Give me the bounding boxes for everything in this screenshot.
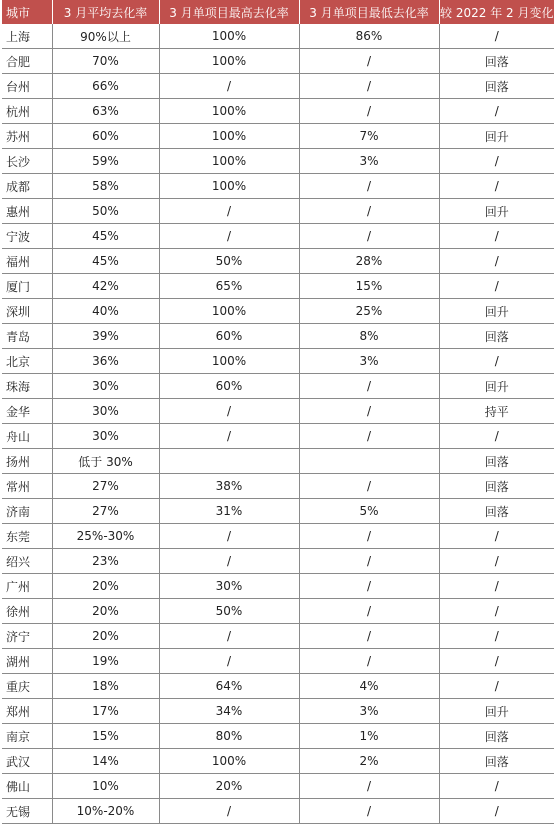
- min-rate-cell: /: [299, 474, 439, 499]
- avg-rate-cell: 17%: [52, 699, 159, 724]
- table-row: [2, 449, 554, 474]
- table-row: [2, 299, 554, 324]
- max-rate-cell: 60%: [159, 324, 299, 349]
- avg-rate-cell: 59%: [52, 149, 159, 174]
- city-cell: 上海: [2, 24, 52, 49]
- avg-rate-cell: 18%: [52, 674, 159, 699]
- max-rate-cell: 100%: [159, 124, 299, 149]
- min-rate-cell: 4%: [299, 674, 439, 699]
- avg-rate-cell: 30%: [52, 424, 159, 449]
- max-rate-cell: 30%: [159, 574, 299, 599]
- change-cell: 回落: [439, 474, 554, 499]
- max-rate-cell: 34%: [159, 699, 299, 724]
- change-cell: /: [439, 224, 554, 249]
- avg-rate-cell: 63%: [52, 99, 159, 124]
- table-row: [2, 574, 554, 599]
- city-cell: 青岛: [2, 324, 52, 349]
- change-cell: /: [439, 799, 554, 824]
- min-rate-cell: 1%: [299, 724, 439, 749]
- header-avg-rate: 3 月平均去化率: [52, 0, 159, 24]
- city-cell: 杭州: [2, 99, 52, 124]
- avg-rate-cell: 23%: [52, 549, 159, 574]
- city-cell: 绍兴: [2, 549, 52, 574]
- city-cell: 济南: [2, 499, 52, 524]
- table-row: [2, 524, 554, 549]
- avg-rate-cell: 10%-20%: [52, 799, 159, 824]
- avg-rate-cell: 50%: [52, 199, 159, 224]
- table-row: [2, 499, 554, 524]
- change-cell: /: [439, 424, 554, 449]
- change-cell: /: [439, 99, 554, 124]
- change-cell: /: [439, 349, 554, 374]
- change-cell: 回升: [439, 374, 554, 399]
- min-rate-cell: 3%: [299, 699, 439, 724]
- min-rate-cell: /: [299, 174, 439, 199]
- change-cell: /: [439, 174, 554, 199]
- min-rate-cell: /: [299, 224, 439, 249]
- max-rate-cell: /: [159, 649, 299, 674]
- min-rate-cell: 86%: [299, 24, 439, 49]
- table-row: [2, 549, 554, 574]
- city-cell: 深圳: [2, 299, 52, 324]
- change-cell: /: [439, 649, 554, 674]
- max-rate-cell: /: [159, 549, 299, 574]
- change-cell: /: [439, 624, 554, 649]
- max-rate-cell: 31%: [159, 499, 299, 524]
- city-cell: 湖州: [2, 649, 52, 674]
- max-rate-cell: 100%: [159, 149, 299, 174]
- table-row: [2, 624, 554, 649]
- avg-rate-cell: 42%: [52, 274, 159, 299]
- max-rate-cell: 100%: [159, 24, 299, 49]
- max-rate-cell: 38%: [159, 474, 299, 499]
- table-row: [2, 99, 554, 124]
- city-cell: 福州: [2, 249, 52, 274]
- min-rate-cell: /: [299, 74, 439, 99]
- city-cell: 扬州: [2, 449, 52, 474]
- city-cell: 济宁: [2, 624, 52, 649]
- min-rate-cell: /: [299, 774, 439, 799]
- min-rate-cell: 7%: [299, 124, 439, 149]
- city-cell: 宁波: [2, 224, 52, 249]
- min-rate-cell: /: [299, 624, 439, 649]
- change-cell: /: [439, 524, 554, 549]
- max-rate-cell: 64%: [159, 674, 299, 699]
- avg-rate-cell: 19%: [52, 649, 159, 674]
- table-row: [2, 199, 554, 224]
- min-rate-cell: /: [299, 524, 439, 549]
- max-rate-cell: /: [159, 424, 299, 449]
- change-cell: 持平: [439, 399, 554, 424]
- change-cell: 回升: [439, 199, 554, 224]
- table-row: [2, 774, 554, 799]
- table-row: [2, 74, 554, 99]
- avg-rate-cell: 20%: [52, 599, 159, 624]
- table-row: [2, 249, 554, 274]
- city-cell: 舟山: [2, 424, 52, 449]
- city-cell: 珠海: [2, 374, 52, 399]
- city-cell: 南京: [2, 724, 52, 749]
- avg-rate-cell: 25%-30%: [52, 524, 159, 549]
- avg-rate-cell: 10%: [52, 774, 159, 799]
- avg-rate-cell: 30%: [52, 399, 159, 424]
- avg-rate-cell: 45%: [52, 224, 159, 249]
- city-cell: 成都: [2, 174, 52, 199]
- avg-rate-cell: 70%: [52, 49, 159, 74]
- max-rate-cell: 100%: [159, 99, 299, 124]
- max-rate-cell: /: [159, 224, 299, 249]
- city-cell: 台州: [2, 74, 52, 99]
- change-cell: /: [439, 774, 554, 799]
- max-rate-cell: 20%: [159, 774, 299, 799]
- avg-rate-cell: 36%: [52, 349, 159, 374]
- table-row: [2, 374, 554, 399]
- change-cell: 回落: [439, 724, 554, 749]
- header-change: 较 2022 年 2 月变化: [439, 0, 554, 24]
- city-cell: 广州: [2, 574, 52, 599]
- avg-rate-cell: 30%: [52, 374, 159, 399]
- table-row: [2, 599, 554, 624]
- avg-rate-cell: 低于 30%: [52, 449, 159, 474]
- min-rate-cell: /: [299, 574, 439, 599]
- max-rate-cell: /: [159, 199, 299, 224]
- max-rate-cell: 65%: [159, 274, 299, 299]
- max-rate-cell: 100%: [159, 174, 299, 199]
- change-cell: 回升: [439, 699, 554, 724]
- table-row: [2, 799, 554, 824]
- min-rate-cell: /: [299, 549, 439, 574]
- change-cell: /: [439, 149, 554, 174]
- max-rate-cell: 100%: [159, 299, 299, 324]
- change-cell: /: [439, 274, 554, 299]
- min-rate-cell: 3%: [299, 349, 439, 374]
- table-row: [2, 224, 554, 249]
- city-cell: 长沙: [2, 149, 52, 174]
- table-row: [2, 649, 554, 674]
- change-cell: 回落: [439, 749, 554, 774]
- change-cell: 回升: [439, 124, 554, 149]
- change-cell: /: [439, 599, 554, 624]
- table-row: [2, 424, 554, 449]
- city-cell: 东莞: [2, 524, 52, 549]
- table-row: [2, 174, 554, 199]
- max-rate-cell: 100%: [159, 749, 299, 774]
- min-rate-cell: /: [299, 424, 439, 449]
- min-rate-cell: /: [299, 199, 439, 224]
- change-cell: /: [439, 24, 554, 49]
- change-cell: /: [439, 549, 554, 574]
- city-cell: 金华: [2, 399, 52, 424]
- avg-rate-cell: 60%: [52, 124, 159, 149]
- max-rate-cell: 50%: [159, 249, 299, 274]
- min-rate-cell: /: [299, 649, 439, 674]
- min-rate-cell: 15%: [299, 274, 439, 299]
- min-rate-cell: 28%: [299, 249, 439, 274]
- city-cell: 无锡: [2, 799, 52, 824]
- min-rate-cell: 8%: [299, 324, 439, 349]
- min-rate-cell: 2%: [299, 749, 439, 774]
- avg-rate-cell: 20%: [52, 574, 159, 599]
- city-cell: 常州: [2, 474, 52, 499]
- avg-rate-cell: 20%: [52, 624, 159, 649]
- city-cell: 佛山: [2, 774, 52, 799]
- header-row: [2, 0, 554, 24]
- table-row: [2, 274, 554, 299]
- avg-rate-cell: 27%: [52, 499, 159, 524]
- min-rate-cell: 25%: [299, 299, 439, 324]
- city-cell: 徐州: [2, 599, 52, 624]
- table-row: [2, 699, 554, 724]
- avg-rate-cell: 40%: [52, 299, 159, 324]
- table-row: [2, 749, 554, 774]
- city-cell: 苏州: [2, 124, 52, 149]
- avg-rate-cell: 90%以上: [52, 24, 159, 49]
- max-rate-cell: /: [159, 524, 299, 549]
- table-row: [2, 149, 554, 174]
- table-row: [2, 724, 554, 749]
- avg-rate-cell: 58%: [52, 174, 159, 199]
- change-cell: 回升: [439, 299, 554, 324]
- avg-rate-cell: 66%: [52, 74, 159, 99]
- city-cell: 惠州: [2, 199, 52, 224]
- max-rate-cell: 60%: [159, 374, 299, 399]
- avg-rate-cell: 15%: [52, 724, 159, 749]
- table-row: [2, 399, 554, 424]
- header-min-rate: 3 月单项目最低去化率: [299, 0, 439, 24]
- min-rate-cell: [299, 449, 439, 474]
- max-rate-cell: /: [159, 399, 299, 424]
- table-row: [2, 24, 554, 49]
- change-cell: /: [439, 249, 554, 274]
- change-cell: /: [439, 674, 554, 699]
- destocking-rate-table: [2, 0, 554, 824]
- change-cell: 回落: [439, 449, 554, 474]
- city-cell: 北京: [2, 349, 52, 374]
- avg-rate-cell: 45%: [52, 249, 159, 274]
- table-row: [2, 49, 554, 74]
- avg-rate-cell: 27%: [52, 474, 159, 499]
- max-rate-cell: /: [159, 74, 299, 99]
- max-rate-cell: [159, 449, 299, 474]
- table-row: [2, 674, 554, 699]
- city-cell: 重庆: [2, 674, 52, 699]
- change-cell: 回落: [439, 324, 554, 349]
- min-rate-cell: /: [299, 799, 439, 824]
- table-body: [2, 24, 554, 824]
- max-rate-cell: 100%: [159, 49, 299, 74]
- city-cell: 合肥: [2, 49, 52, 74]
- max-rate-cell: 50%: [159, 599, 299, 624]
- table-row: [2, 474, 554, 499]
- table-row: [2, 349, 554, 374]
- max-rate-cell: /: [159, 624, 299, 649]
- header-city: 城市: [2, 0, 52, 24]
- table-row: [2, 324, 554, 349]
- min-rate-cell: 3%: [299, 149, 439, 174]
- max-rate-cell: 80%: [159, 724, 299, 749]
- min-rate-cell: /: [299, 99, 439, 124]
- min-rate-cell: 5%: [299, 499, 439, 524]
- city-cell: 郑州: [2, 699, 52, 724]
- change-cell: 回落: [439, 49, 554, 74]
- avg-rate-cell: 14%: [52, 749, 159, 774]
- change-cell: 回落: [439, 499, 554, 524]
- min-rate-cell: /: [299, 374, 439, 399]
- city-cell: 厦门: [2, 274, 52, 299]
- max-rate-cell: 100%: [159, 349, 299, 374]
- min-rate-cell: /: [299, 599, 439, 624]
- avg-rate-cell: 39%: [52, 324, 159, 349]
- change-cell: 回落: [439, 74, 554, 99]
- min-rate-cell: /: [299, 399, 439, 424]
- city-cell: 武汉: [2, 749, 52, 774]
- max-rate-cell: /: [159, 799, 299, 824]
- table-row: [2, 124, 554, 149]
- min-rate-cell: /: [299, 49, 439, 74]
- header-max-rate: 3 月单项目最高去化率: [159, 0, 299, 24]
- change-cell: /: [439, 574, 554, 599]
